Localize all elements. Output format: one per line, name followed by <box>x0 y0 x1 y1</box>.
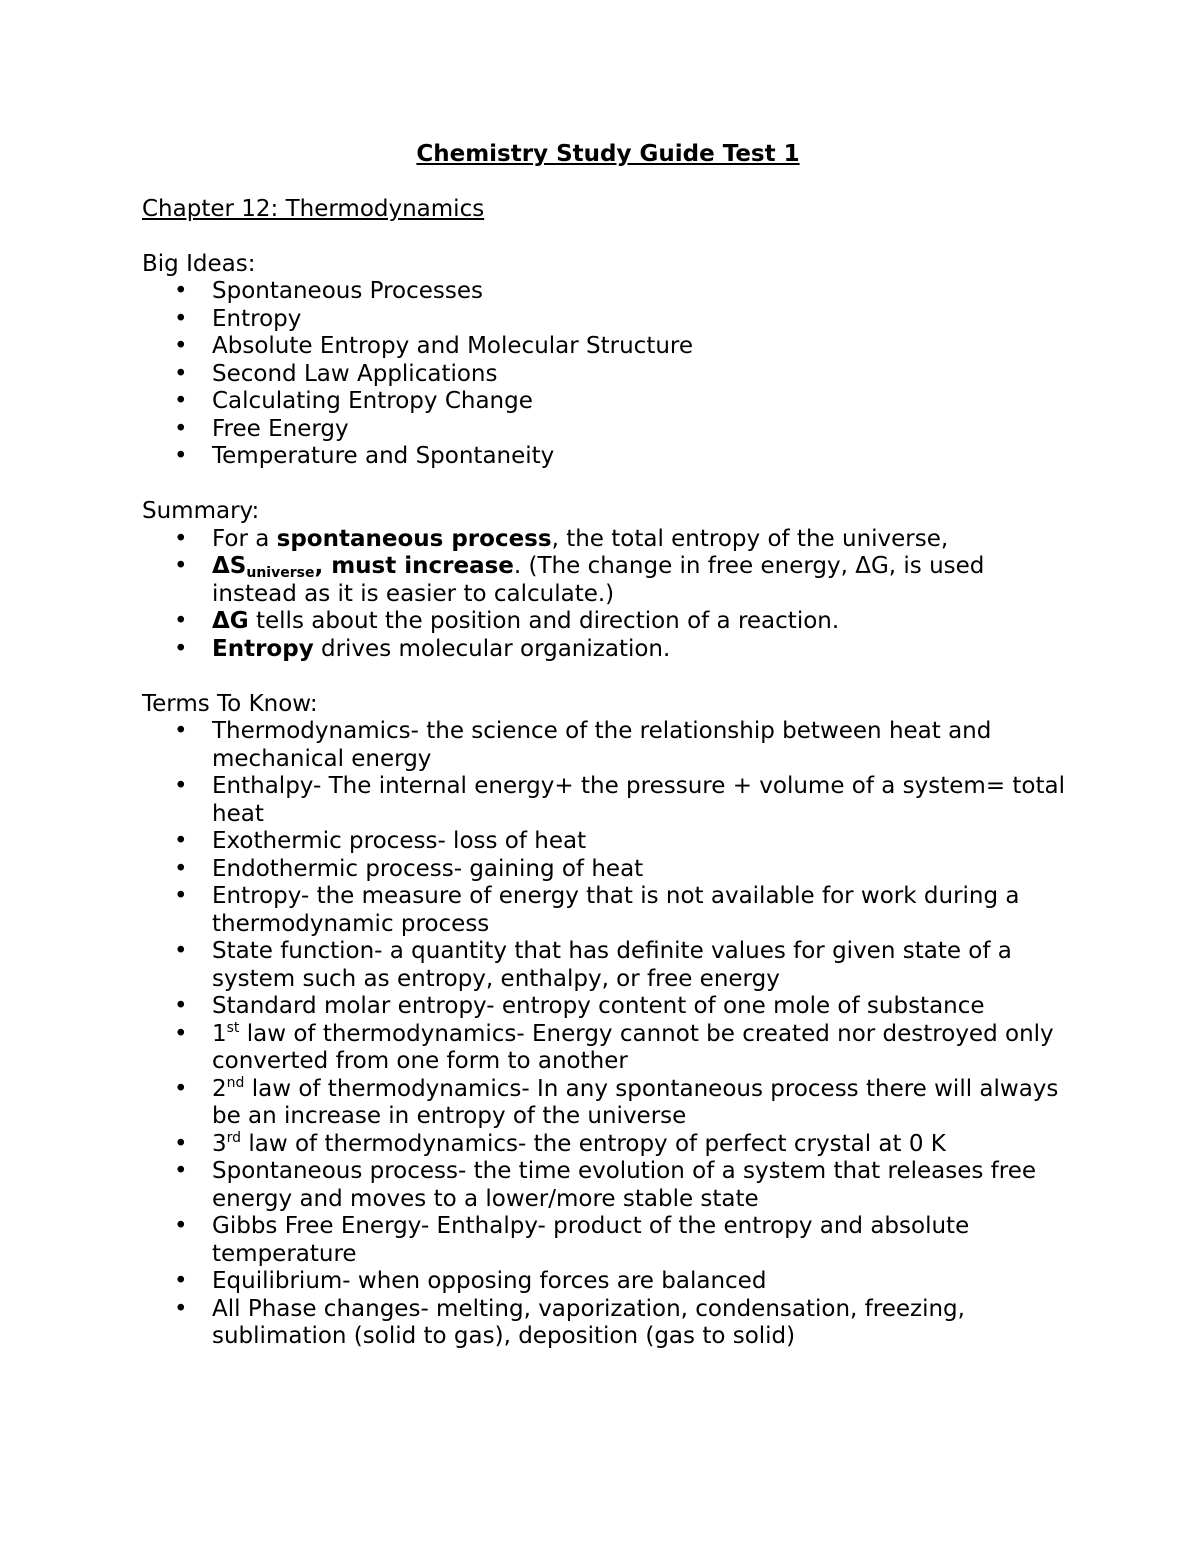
bullet-icon: • <box>174 1130 188 1157</box>
list-item: • Temperature and Spontaneity <box>174 443 555 469</box>
list-item: • Equilibrium- when opposing forces are balanced <box>174 1268 767 1294</box>
big-ideas-label: Big Ideas: <box>142 250 256 277</box>
bullet-icon: • <box>174 938 188 964</box>
list-item: • Second Law Applications <box>174 360 498 387</box>
bullet-icon: • <box>174 1213 188 1239</box>
bullet-icon: • <box>174 855 188 882</box>
chapter-heading: Chapter 12: Thermodynamics <box>142 195 485 222</box>
terms-list <box>142 718 1072 1351</box>
list-item: • State function- a quantity that has definite values for given state of a system such as entropy, enthalpy, or free energy <box>174 938 1012 992</box>
bullet-icon: • <box>174 333 188 359</box>
bullet-icon: • <box>174 1295 188 1322</box>
list-item: • Exothermic process- loss of heat <box>174 828 587 854</box>
bullet-icon: • <box>174 828 188 854</box>
bullet-icon: • <box>174 415 188 442</box>
list-item: • 1st law of thermodynamics- Energy cannot be created nor destroyed only converted from one form to another <box>174 1019 1054 1074</box>
terms-label: Terms To Know: <box>142 690 318 717</box>
bullet-icon: • <box>174 525 188 552</box>
list-item: • Absolute Entropy and Molecular Structure <box>174 333 694 359</box>
bullet-icon: • <box>174 305 188 332</box>
bullet-icon: • <box>174 883 188 909</box>
bullet-icon: • <box>174 443 188 469</box>
list-item: • Entropy <box>174 305 302 332</box>
document-title: Chemistry Study Guide Test 1 <box>416 141 800 167</box>
bullet-icon: • <box>174 635 188 662</box>
bullet-icon: • <box>174 388 188 414</box>
big-ideas-list <box>142 278 1072 471</box>
bullet-icon: • <box>174 278 188 304</box>
bullet-icon: • <box>174 608 188 634</box>
list-item: • ΔG tells about the position and direction of a reaction. <box>174 608 840 634</box>
bullet-icon: • <box>174 773 188 799</box>
list-item: • Spontaneous Processes <box>174 278 484 304</box>
list-item: • Enthalpy- The internal energy+ the pressure + volume of a system= total heat <box>174 773 1065 827</box>
list-item: • Spontaneous process- the time evolution of a system that releases free energy and moves to a lower/more stable state <box>174 1158 1037 1212</box>
bullet-icon: • <box>174 1158 188 1184</box>
summary-list <box>142 526 1072 664</box>
bullet-icon: • <box>174 993 188 1019</box>
bullet-icon: • <box>174 553 188 579</box>
list-item: • $\Delta S_{universe}$, must increase. (The change in free energy, ΔG, is used instead as it is easier to calculate.) <box>174 553 985 607</box>
list-item: • 3rd law of thermodynamics- the entropy of perfect crystal at 0 K <box>174 1129 946 1157</box>
document-page <box>142 141 1072 1378</box>
bullet-icon: • <box>174 1268 188 1294</box>
list-item: • All Phase changes- melting, vaporization, condensation, freezing, sublimation (solid to gas), deposition (gas to solid) <box>174 1295 965 1349</box>
bullet-icon: • <box>174 1075 188 1102</box>
list-item: • Entropy- the measure of energy that is not available for work during a thermodynamic process <box>174 883 1020 937</box>
list-item: • Calculating Entropy Change <box>174 388 533 414</box>
bullet-icon: • <box>174 1020 188 1047</box>
list-item: • Standard molar entropy- entropy content of one mole of substance <box>174 993 985 1019</box>
summary-label: Summary: <box>142 498 260 524</box>
bullet-icon: • <box>174 360 188 387</box>
list-item: • Entropy drives molecular organization. <box>174 635 671 662</box>
list-item: • Thermodynamics- the science of the relationship between heat and mechanical energy <box>174 718 992 772</box>
list-item: • Endothermic process- gaining of heat <box>174 855 644 882</box>
list-item: • Gibbs Free Energy- Enthalpy- product of the entropy and absolute temperature <box>174 1213 970 1267</box>
list-item: • 2nd law of thermodynamics- In any spontaneous process there will always be an increase in entropy of the universe <box>174 1074 1059 1129</box>
list-item: • Free Energy <box>174 415 349 442</box>
bullet-icon: • <box>174 718 188 744</box>
list-item: • For a spontaneous process, the total entropy of the universe, <box>174 525 949 552</box>
